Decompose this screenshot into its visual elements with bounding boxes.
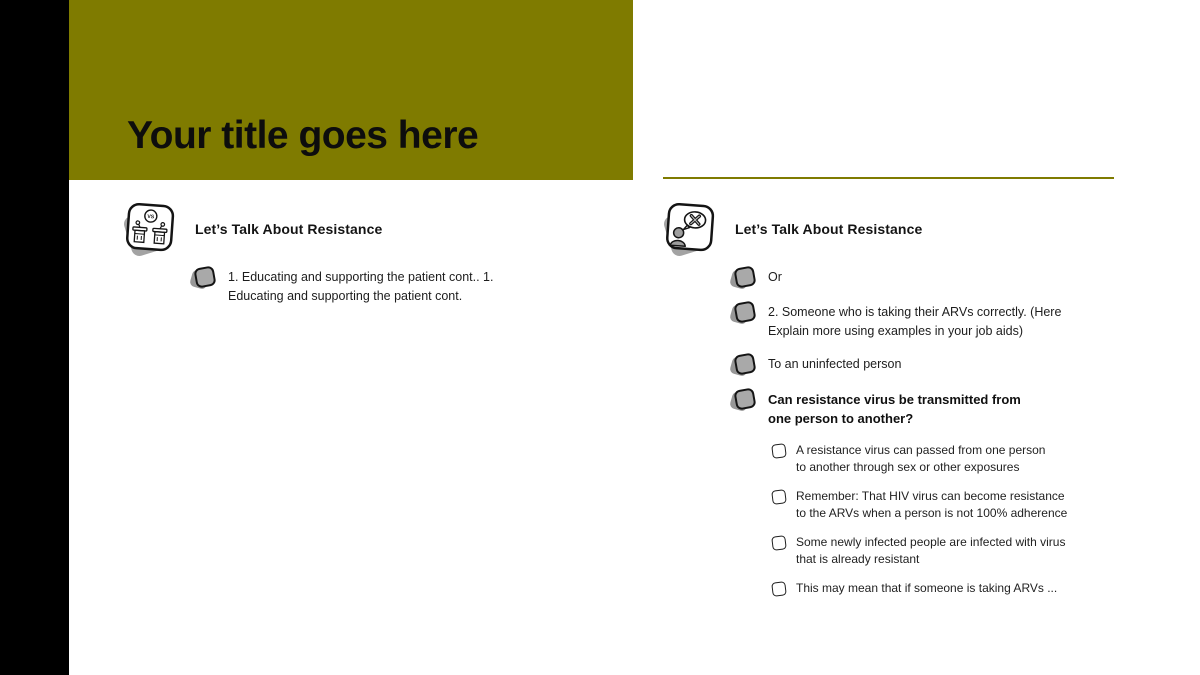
bullet-line: to another through sex or other exposures	[796, 460, 1020, 474]
left-column	[120, 198, 640, 320]
square-bullet-icon	[733, 302, 755, 324]
outline-square-bullet-icon	[771, 535, 787, 551]
bullet-line: 1. Educating and supporting the patient cont.. 1.	[228, 270, 494, 284]
bullet-line: Some newly infected people are infected with virus	[796, 535, 1066, 549]
bullet-item	[193, 268, 640, 306]
square-bullet-icon	[733, 267, 755, 289]
bullet-item	[733, 303, 1180, 341]
right-column-heading: Let’s Talk About Resistance	[735, 221, 923, 237]
bullet-line: Explain more using examples in your job aids)	[768, 324, 1023, 338]
left-column-heading: Let’s Talk About Resistance	[195, 221, 383, 237]
bullet-line: 2. Someone who is taking their ARVs correctly. (Here	[768, 305, 1062, 319]
outline-square-bullet-icon	[771, 489, 787, 505]
bullet-line: To an uninfected person	[768, 357, 902, 371]
square-bullet-icon	[733, 354, 755, 376]
debate-podiums-icon	[120, 199, 178, 259]
left-edge-bar	[0, 0, 69, 675]
sub-bullet-item	[772, 488, 1180, 522]
square-bullet-icon	[193, 267, 215, 289]
bullet-item	[733, 355, 1180, 376]
outline-square-bullet-icon	[771, 443, 787, 459]
bullet-text	[796, 580, 1057, 597]
outline-square-bullet-icon	[771, 581, 787, 597]
sub-bullet-item	[772, 442, 1180, 476]
sub-bullet-item	[772, 580, 1180, 597]
bullet-text	[768, 268, 782, 289]
sub-bullet-item	[772, 534, 1180, 568]
bullet-line: A resistance virus can passed from one person	[796, 443, 1046, 457]
square-bullet-icon	[733, 389, 755, 411]
bullet-line: Or	[768, 270, 782, 284]
left-column-header	[120, 198, 640, 260]
bullet-line: to the ARVs when a person is not 100% adherence	[796, 506, 1068, 520]
bullet-item	[733, 268, 1180, 289]
bullet-line: that is already resistant	[796, 552, 920, 566]
bullet-text	[228, 268, 493, 306]
right-column-header	[660, 198, 1180, 260]
bullet-line: Remember: That HIV virus can become resistance	[796, 489, 1065, 503]
page-title: Your title goes here	[127, 114, 479, 158]
person-speech-x-icon	[660, 199, 718, 259]
divider-line	[663, 177, 1114, 179]
bullet-text	[796, 442, 1045, 476]
left-bullet-list	[193, 268, 640, 306]
bullet-text	[796, 488, 1067, 522]
bullet-text	[768, 355, 901, 376]
bullet-text	[768, 390, 1021, 428]
bullet-line: Educating and supporting the patient cont.	[228, 289, 463, 303]
bullet-line: one person to another?	[768, 411, 914, 426]
vs-label: VS	[147, 213, 155, 221]
bullet-text	[796, 534, 1065, 568]
bullet-item	[733, 390, 1180, 428]
right-column	[660, 198, 1180, 609]
bullet-text	[768, 303, 1061, 341]
bullet-line: This may mean that if someone is taking ARVs ...	[796, 581, 1058, 595]
right-bullet-list	[733, 268, 1180, 597]
bullet-line: Can resistance virus be transmitted from	[768, 392, 1021, 407]
title-block	[69, 0, 633, 180]
